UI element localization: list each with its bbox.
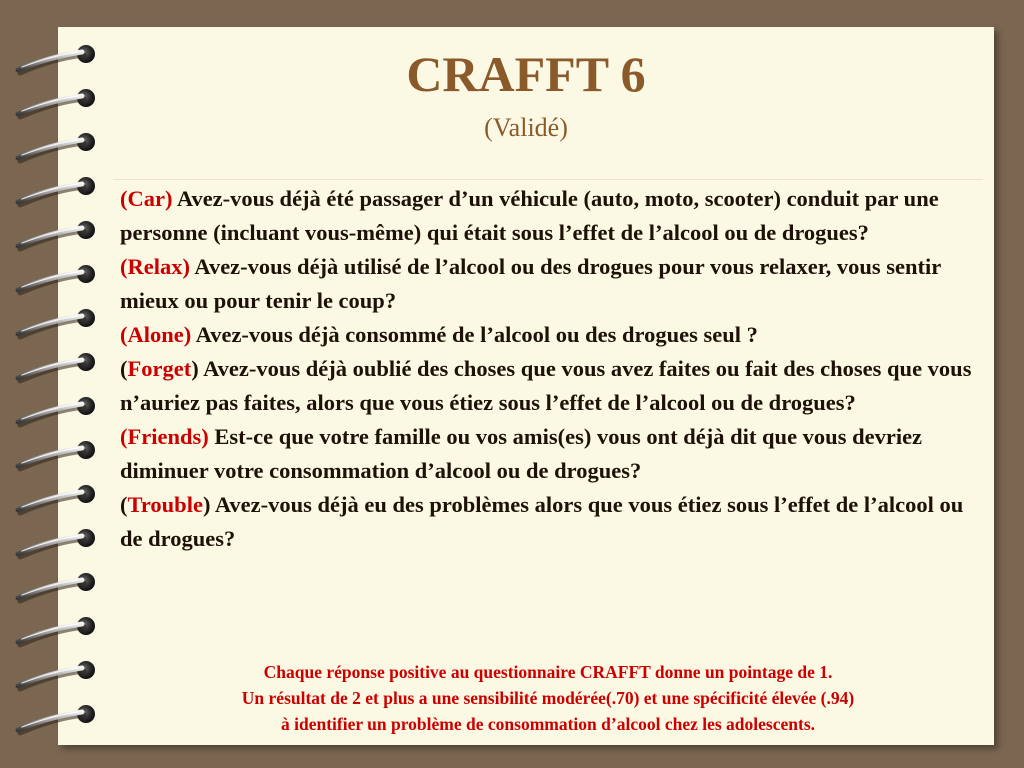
question-item [120,182,982,250]
spiral-binding-ring-icon [18,309,95,337]
question-item: (Trouble) Avez-vous déjà eu des problèmes alors que vous étiez sous l’effet de l’alcool ou de drogues? [120,492,964,551]
spiral-binding-ring-icon [18,221,95,249]
scoring-note [113,659,983,737]
question-text: Avez-vous déjà utilisé de l’alcool ou des drogues pour vous relaxer, vous sentir mieux ou pour tenir le coup? [120,254,941,313]
spiral-binding-ring-icon [18,353,95,381]
question-tag: Trouble [127,492,203,517]
question-list [120,182,982,556]
question-tag: (Car) [120,186,173,211]
question-tag: (Friends) [120,424,209,449]
spiral-binding-ring-icon [18,265,95,293]
question-item: (Forget) Avez-vous déjà oublié des choses que vous avez faites ou fait des choses que vous n’auriez pas faites, alors que vous étiez sous l’effet de l’alcool ou de drogues? [120,356,972,415]
question-text: Est-ce que votre famille ou vos amis(es) vous ont déjà dit que vous devriez diminuer votre consommation d’alcool ou de drogues? [120,424,923,483]
page-subtitle: (Validé) [484,113,568,142]
page-title: CRAFFT 6 [406,46,646,102]
spiral-binding-ring-icon [18,573,95,601]
spiral-binding-ring-icon [18,397,95,425]
spiral-binding-ring-icon [18,177,95,205]
question-tag: (Alone) [120,322,192,347]
question-item [120,250,982,318]
question-text: Avez-vous déjà eu des problèmes alors que vous étiez sous l’effet de l’alcool ou de drogues? [120,492,964,551]
note-line: à identifier un problème de consommation d’alcool chez les adolescents. [280,714,816,734]
question-tag: (Relax) [120,254,190,279]
spiral-binding-ring-icon [18,485,95,513]
spiral-binding-ring-icon [18,617,95,645]
question-tag: Forget [127,356,192,381]
spiral-binding-ring-icon [18,705,95,733]
spiral-binding-ring-icon [18,529,95,557]
spiral-binding-ring-icon [18,661,95,689]
question-text: Avez-vous déjà oublié des choses que vous avez faites ou fait des choses que vous n’auriez pas faites, alors que vous étiez sous l’effet de l’alcool ou de drogues? [120,356,972,415]
spiral-binding-ring-icon [18,441,95,469]
divider [113,179,983,180]
question-item [120,318,982,352]
question-text: Avez-vous déjà été passager d’un véhicule (auto, moto, scooter) conduit par une personne (incluant vous-même) qui était sous l’effet de l’alcool ou de drogues? [120,186,939,245]
question-item [120,420,982,488]
note-line: Chaque réponse positive au questionnaire CRAFFT donne un pointage de 1. [263,662,833,682]
question-text: Avez-vous déjà consommé de l’alcool ou des drogues seul ? [191,322,758,347]
note-line: Un résultat de 2 et plus a une sensibilité modérée(.70) et une spécificité élevée (.94) [241,688,855,708]
